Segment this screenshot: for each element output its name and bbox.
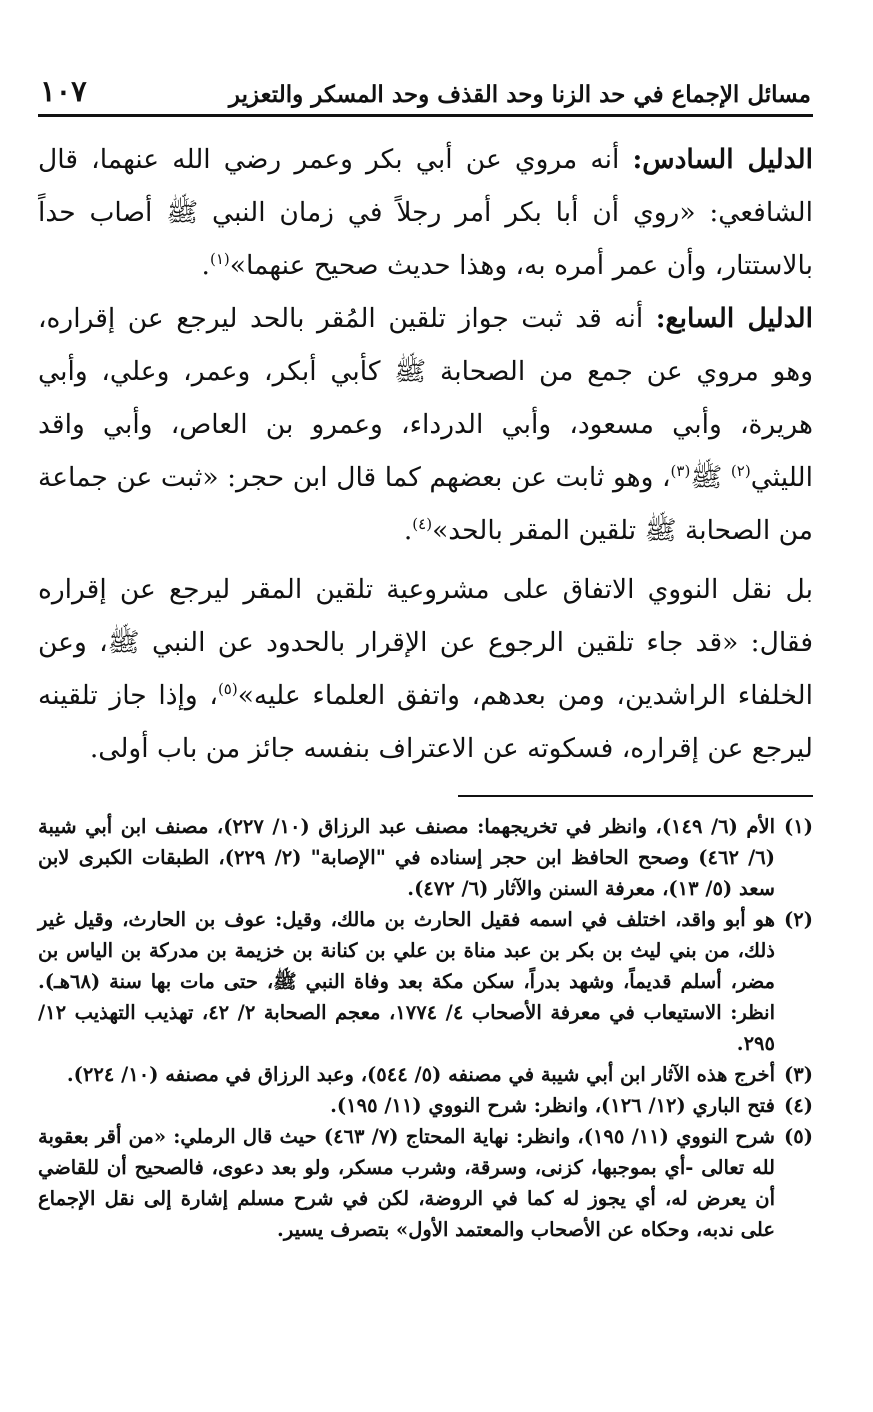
footnote-ref: (٢) (730, 462, 751, 481)
footnote-number: (٤) (784, 1094, 813, 1117)
footnote-text: فتح الباري (١٢/ ١٢٦)، وانظر: شرح النووي (١١/ ١٩٥). (330, 1094, 775, 1117)
paragraph-text: أنه مروي عن أبي بكر وعمر رضي الله عنهما، قال الشافعي: «روي أن أبا بكر أمر رجلاً في زمان النبي ﷺ أصاب حداً بالاستتار، وأن عمر أمره به، وهذا حديث صحيح عنهما» (38, 144, 813, 281)
page-header (38, 60, 813, 117)
footnote-3 (38, 1059, 813, 1090)
paragraph-heading: الدليل السادس: (632, 144, 813, 175)
footnote-separator (458, 795, 813, 797)
paragraph-text: ، وهو ثابت عن بعضهم كما قال ابن حجر: «ثبت عن جماعة من الصحابة ﷺ تلقين المقر بالحد» (38, 462, 813, 546)
footnote-2 (38, 904, 813, 1059)
footnote-4 (38, 1090, 813, 1121)
page-number: ١٠٧ (40, 74, 87, 108)
footnote-text: أخرج هذه الآثار ابن أبي شيبة في مصنفه (٥/ ٥٤٤)، وعبد الرزاق في مصنفه (١٠/ ٢٢٤). (66, 1063, 775, 1086)
footnote-number: (٥) (784, 1125, 813, 1148)
book-page (38, 60, 813, 1245)
paragraph-nawawi (38, 563, 813, 775)
footnote-ref: (٥) (217, 680, 238, 699)
paragraph-text-tail: . (201, 250, 210, 281)
paragraph-evidence-7 (38, 292, 813, 557)
paragraph-text: ﷺ (690, 462, 731, 493)
footnote-ref: (٤) (412, 515, 433, 534)
footnote-number: (٢) (784, 908, 813, 931)
paragraph-text: بل نقل النووي الاتفاق على مشروعية تلقين المقر ليرجع عن إقراره فقال: «قد جاء تلقين الرجوع عن الإقرار بالحدود عن النبي ﷺ، وعن الخلفاء الراشدين، ومن بعدهم، واتفق العلماء عليه» (38, 574, 813, 711)
paragraph-text: أنه قد ثبت جواز تلقين المُقر بالحد ليرجع عن إقراره، وهو مروي عن جمع من الصحابة ﷺ كأبي أبكر، وعمر، وعلي، وأبي هريرة، وأبي مسعود، وأبي الدرداء، وعمرو بن العاص، وأبي واقد الليثي (38, 303, 813, 493)
footnote-text: هو أبو واقد، اختلف في اسمه فقيل الحارث بن مالك، وقيل: عوف بن الحارث، وقيل غير ذلك، من بني ليث بن بكر بن عبد مناة بن علي بن كنانة بن خزيمة بن مدركة بن الياس بن مضر، أسلم قديماً، وشهد بدراً، سكن مكة بعد وفاة النبي ﷺ، حتى مات بها سنة (٦٨هـ). انظر: الاستيعاب في معرفة الأصحاب ٤/ ١٧٧٤، معجم الصحابة ٢/ ٤٢، تهذيب التهذيب ١٢/ ٢٩٥. (38, 908, 775, 1055)
footnote-ref: (٣) (670, 462, 691, 481)
footnote-number: (٣) (784, 1063, 813, 1086)
footnote-number: (١) (784, 815, 813, 838)
paragraph-text-tail: . (403, 515, 413, 546)
paragraph-text-tail: ، وإذا جاز تلقينه ليرجع عن إقراره، فسكوته عن الاعتراف بنفسه جائز من باب أولى. (38, 680, 813, 764)
footnote-5 (38, 1121, 813, 1245)
main-text (38, 133, 813, 775)
footnote-text: شرح النووي (١١/ ١٩٥)، وانظر: نهاية المحتاج (٧/ ٤٦٣) حيث قال الرملي: «من أقر بعقوبة لله تعالى -أي بموجبها، كزنى، وسرقة، وشرب مسكر، ولو بعد دعوى، فالصحيح أن للقاضي أن يعرض له، أي يجوز له كما في الروضة، لكن في شرح مسلم إشارة إلى نقل الإجماع على ندبه، وحكاه عن الأصحاب والمعتمد الأول» بتصرف يسير. (38, 1125, 775, 1241)
footnote-1 (38, 811, 813, 904)
paragraph-evidence-6 (38, 133, 813, 292)
footnote-text: الأم (٦/ ١٤٩)، وانظر في تخريجهما: مصنف عبد الرزاق (١٠/ ٢٢٧)، مصنف ابن أبي شيبة (٦/ ٤٦٢) وصحح الحافظ ابن حجر إسناده في "الإصابة" (٢/ ٢٢٩)، الطبقات الكبرى لابن سعد (٥/ ١٣)، معرفة السنن والآثار (٦/ ٤٧٢). (38, 815, 775, 900)
running-title: مسائل الإجماع في حد الزنا وحد القذف وحد المسكر والتعزير (228, 81, 811, 108)
footnote-separator-wrap (38, 775, 813, 811)
footnote-ref: (١) (209, 250, 230, 269)
footnotes (38, 811, 813, 1245)
paragraph-heading: الدليل السابع: (655, 303, 813, 334)
